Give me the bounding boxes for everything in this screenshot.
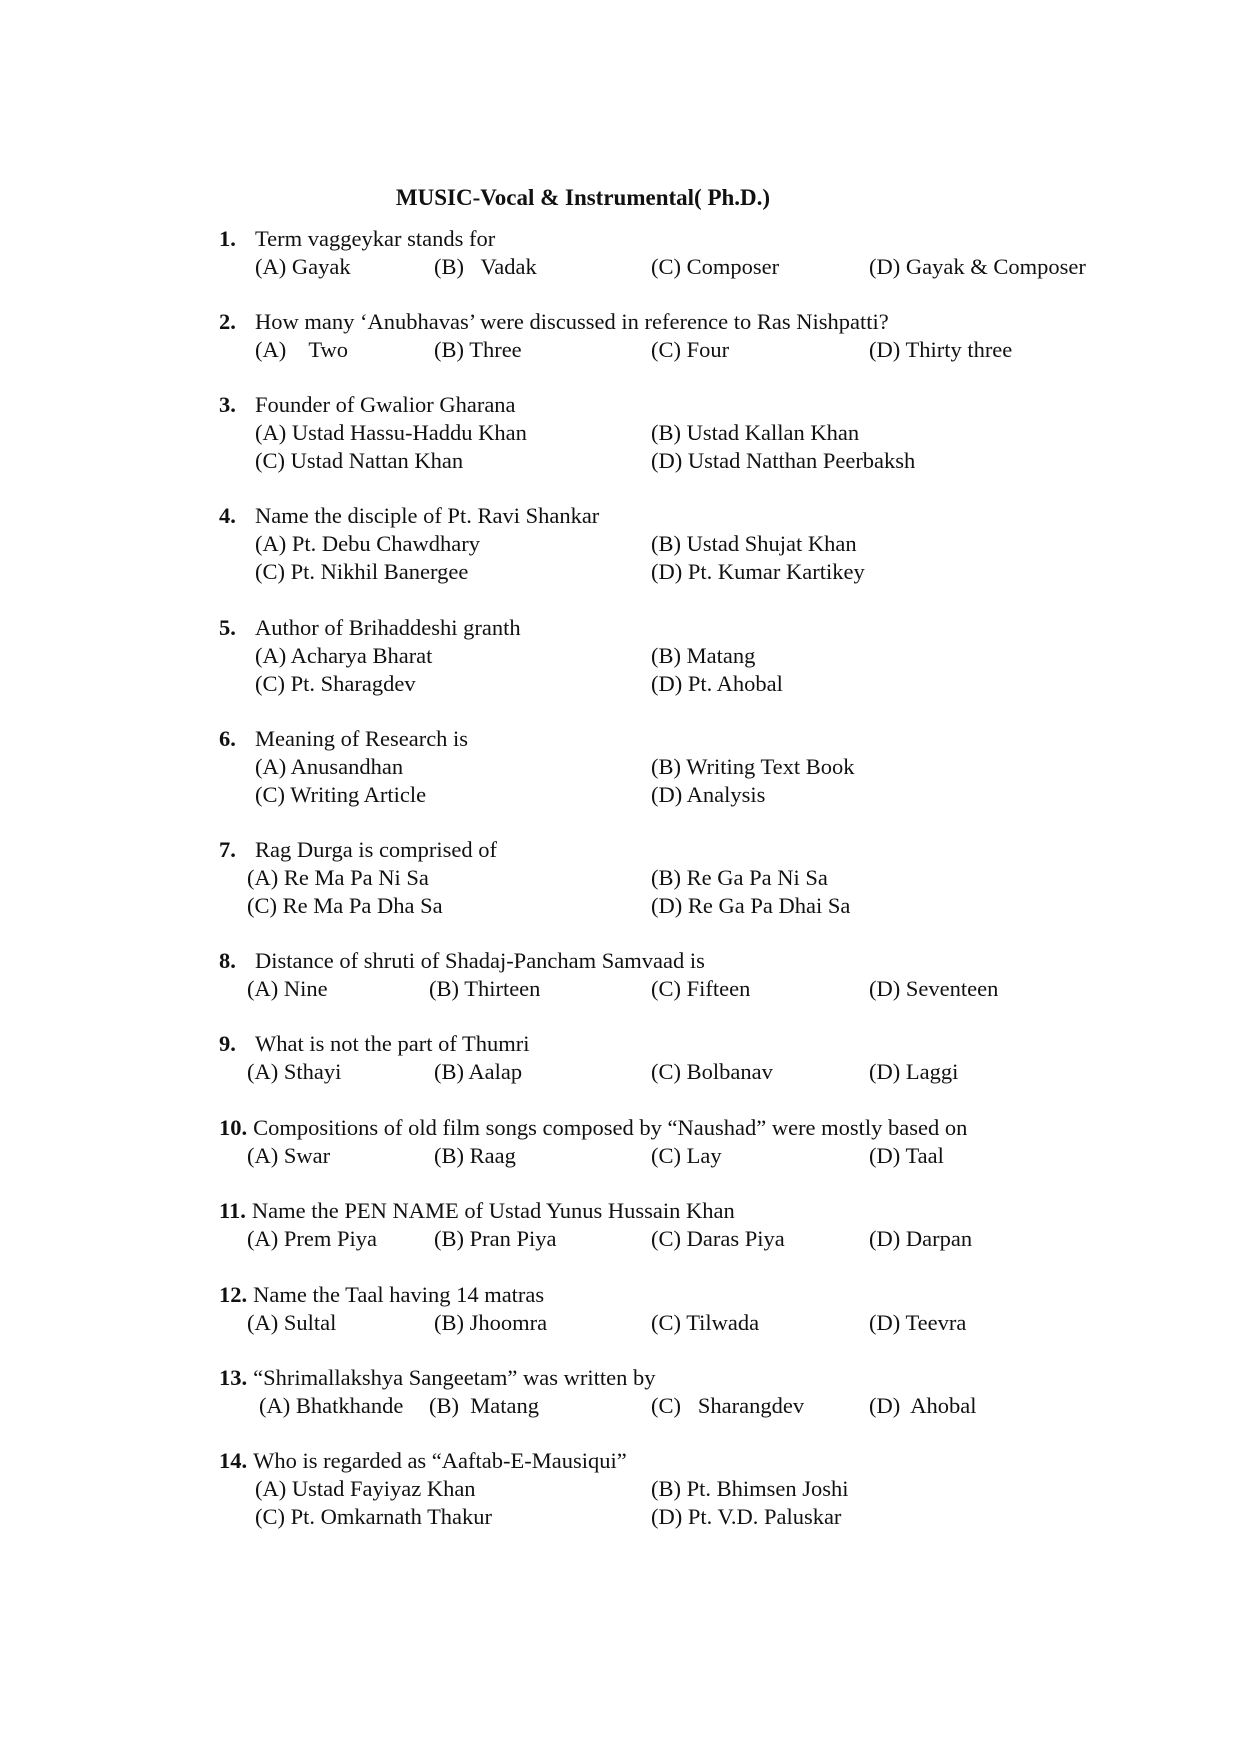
option-c: (C) Re Ma Pa Dha Sa <box>247 893 443 918</box>
option-c: (C) Fifteen <box>651 976 751 1001</box>
page-title: MUSIC-Vocal & Instrumental( Ph.D.) <box>395 185 771 210</box>
option-b: (B) Aalap <box>434 1059 523 1084</box>
question-text: Name the Taal having 14 matras <box>253 1282 545 1307</box>
option-c: (C) Tilwada <box>651 1310 760 1335</box>
option-d: (D) Darpan <box>869 1226 973 1251</box>
option-c: (C) Ustad Nattan Khan <box>255 448 464 473</box>
option-c: (C) Pt. Omkarnath Thakur <box>255 1504 493 1529</box>
question-5 <box>219 614 1119 698</box>
question-number: 3. <box>219 392 236 417</box>
option-b: (B) Pt. Bhimsen Joshi <box>651 1476 849 1501</box>
question-text: “Shrimallakshya Sangeetam” was written by <box>253 1365 656 1390</box>
option-b: (B) Jhoomra <box>434 1310 548 1335</box>
option-c: (C) Lay <box>651 1143 722 1168</box>
question-4 <box>219 502 1119 586</box>
option-a: (A) Ustad Hassu-Haddu Khan <box>255 420 527 445</box>
option-b: (B) Pran Piya <box>434 1226 557 1251</box>
option-a: (A) Bhatkhande <box>259 1393 404 1418</box>
option-d: (D) Pt. Kumar Kartikey <box>651 559 865 584</box>
option-a: (A) Two <box>255 337 348 362</box>
option-b: (B) Three <box>434 337 522 362</box>
option-b: (B) Matang <box>429 1393 539 1418</box>
option-a: (A) Gayak <box>255 254 351 279</box>
question-text: Name the disciple of Pt. Ravi Shankar <box>255 503 600 528</box>
question-text: Term vaggeykar stands for <box>255 226 496 251</box>
question-number: 12. <box>219 1282 248 1307</box>
question-number: 7. <box>219 837 236 862</box>
option-d: (D) Re Ga Pa Dhai Sa <box>651 893 851 918</box>
option-a: (A) Re Ma Pa Ni Sa <box>247 865 429 890</box>
option-d: (D) Laggi <box>869 1059 959 1084</box>
option-b: (B) Matang <box>651 643 756 668</box>
option-d: (D) Seventeen <box>869 976 999 1001</box>
option-d: (D) Analysis <box>651 782 766 807</box>
option-a: (A) Ustad Fayiyaz Khan <box>255 1476 476 1501</box>
question-number: 1. <box>219 226 236 251</box>
option-b: (B) Raag <box>434 1143 516 1168</box>
question-text: Name the PEN NAME of Ustad Yunus Hussain Khan <box>251 1198 735 1223</box>
option-b: (B) Ustad Kallan Khan <box>651 420 860 445</box>
option-a: (A) Sultal <box>247 1310 337 1335</box>
option-d: (D) Teevra <box>869 1310 967 1335</box>
option-a: (A) Anusandhan <box>255 754 404 779</box>
option-d: (D) Ustad Natthan Peerbaksh <box>651 448 916 473</box>
option-a: (A) Swar <box>247 1143 331 1168</box>
option-d: (D) Pt. V.D. Paluskar <box>651 1504 842 1529</box>
question-number: 9. <box>219 1031 236 1056</box>
option-c: (C) Four <box>651 337 730 362</box>
option-d: (D) Ahobal <box>869 1393 977 1418</box>
question-2 <box>219 308 1119 364</box>
question-text: How many ‘Anubhavas’ were discussed in reference to Ras Nishpatti? <box>255 309 889 334</box>
option-d: (D) Gayak & Composer <box>869 254 1086 279</box>
question-text: What is not the part of Thumri <box>255 1031 530 1056</box>
question-7 <box>219 836 1119 920</box>
question-8 <box>219 947 1119 1003</box>
option-d: (D) Thirty three <box>869 337 1013 362</box>
question-1 <box>219 225 1119 281</box>
question-text: Founder of Gwalior Gharana <box>255 392 516 417</box>
option-c: (C) Daras Piya <box>651 1226 785 1251</box>
question-text: Author of Brihaddeshi granth <box>255 615 521 640</box>
question-9 <box>219 1030 1119 1086</box>
question-number: 11. <box>219 1198 246 1223</box>
question-number: 10. <box>219 1115 248 1140</box>
question-text: Rag Durga is comprised of <box>255 837 498 862</box>
question-10 <box>219 1114 1119 1170</box>
option-c: (C) Pt. Nikhil Banergee <box>255 559 469 584</box>
option-b: (B) Writing Text Book <box>651 754 855 779</box>
option-b: (B) Re Ga Pa Ni Sa <box>651 865 828 890</box>
question-13 <box>219 1364 1119 1420</box>
question-number: 8. <box>219 948 236 973</box>
question-number: 5. <box>219 615 236 640</box>
option-c: (C) Composer <box>651 254 780 279</box>
option-a: (A) Acharya Bharat <box>255 643 433 668</box>
option-d: (D) Taal <box>869 1143 944 1168</box>
option-b: (B) Vadak <box>434 254 537 279</box>
option-a: (A) Pt. Debu Chawdhary <box>255 531 480 556</box>
question-text: Meaning of Research is <box>255 726 469 751</box>
question-number: 14. <box>219 1448 248 1473</box>
option-d: (D) Pt. Ahobal <box>651 671 783 696</box>
question-number: 13. <box>219 1365 248 1390</box>
option-c: (C) Sharangdev <box>651 1393 805 1418</box>
option-c: (C) Bolbanav <box>651 1059 773 1084</box>
option-c: (C) Pt. Sharagdev <box>255 671 416 696</box>
option-b: (B) Ustad Shujat Khan <box>651 531 857 556</box>
option-a: (A) Sthayi <box>247 1059 342 1084</box>
option-a: (A) Nine <box>247 976 328 1001</box>
option-c: (C) Writing Article <box>255 782 427 807</box>
option-a: (A) Prem Piya <box>247 1226 377 1251</box>
question-6 <box>219 725 1119 809</box>
question-text: Who is regarded as “Aaftab-E-Mausiqui” <box>253 1448 627 1473</box>
question-number: 2. <box>219 309 236 334</box>
question-12 <box>219 1281 1119 1337</box>
question-text: Distance of shruti of Shadaj-Pancham Samvaad is <box>255 948 705 973</box>
question-number: 4. <box>219 503 236 528</box>
question-text: Compositions of old film songs composed by “Naushad” were mostly based on <box>253 1115 968 1140</box>
question-11 <box>219 1197 1119 1253</box>
question-14 <box>219 1447 1119 1531</box>
option-b: (B) Thirteen <box>429 976 541 1001</box>
question-3 <box>219 391 1119 475</box>
question-number: 6. <box>219 726 236 751</box>
